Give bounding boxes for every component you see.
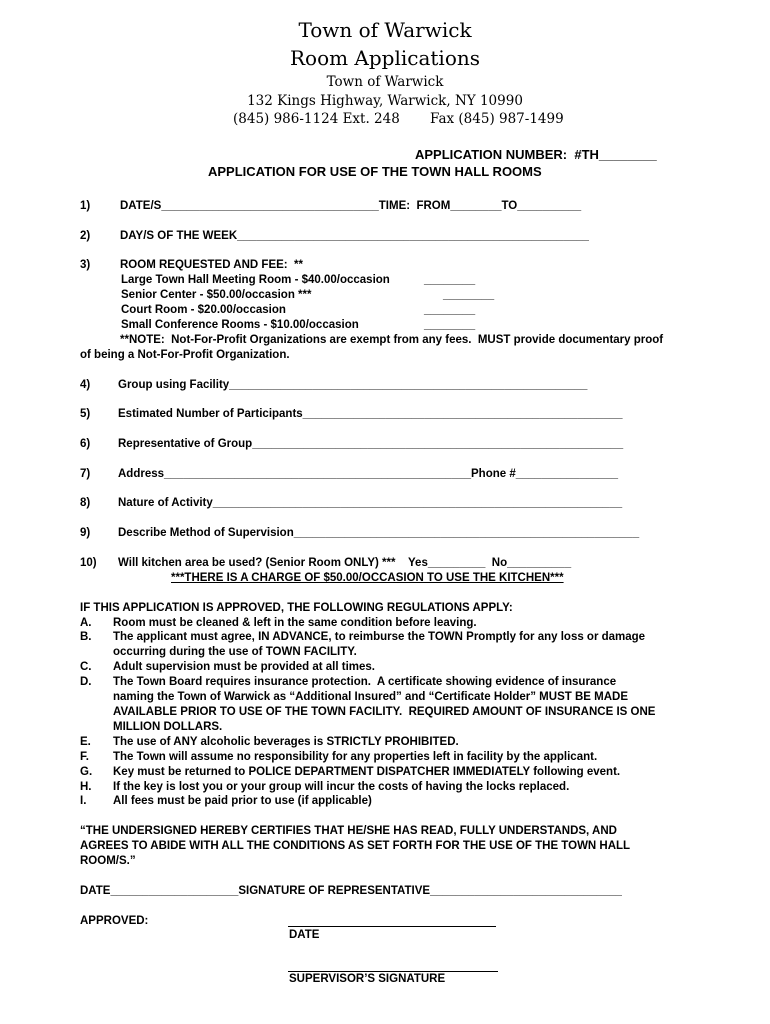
regulation-letter: A. [80,617,92,629]
room-option-blank[interactable]: ________ [424,319,476,331]
group-field[interactable]: Group using Facility________________________________________________________ [118,379,588,391]
application-number: APPLICATION NUMBER: #TH________ [415,147,657,162]
regulation-letter: C. [80,661,92,673]
regulation-text: All fees must be paid prior to use (if applicable) [113,795,372,807]
regulation-text: The applicant must agree, IN ADVANCE, to reimburse the TOWN Promptly for any loss or damage [113,631,646,643]
regulation-text: MILLION DOLLARS. [113,721,223,733]
days-of-week-field[interactable]: DAY/S OF THE WEEK_______________________________________________________ [120,230,589,242]
item-number: 6) [80,438,91,450]
room-fee-heading: ROOM REQUESTED AND FEE: ** [120,259,303,271]
item-number: 10) [80,557,97,569]
regulation-text: Key must be returned to POLICE DEPARTMENT DISPATCHER IMMEDIATELY following event. [113,766,621,778]
room-option-label: Court Room - $20.00/occasion [121,304,286,316]
regulation-letter: H. [80,781,92,793]
item-number: 7) [80,468,91,480]
regulation-text: The use of ANY alcoholic beverages is STRICTLY PROHIBITED. [113,736,459,748]
regulation-letter: D. [80,676,92,688]
regulation-text: naming the Town of Warwick as “Additional Insured” and “Certificate Holder” MUST BE MADE [113,691,628,703]
regulation-text: occurring during the use of TOWN FACILITY. [113,646,357,658]
address-phone-field[interactable]: Address________________________________________________Phone #________________ [118,468,619,480]
supervisor-signature-label: SUPERVISOR’S SIGNATURE [289,973,446,985]
room-option-blank[interactable]: ________ [424,304,476,316]
fax-number: Fax (845) 987-1499 [430,111,564,127]
item-number: 8) [80,497,91,509]
item-number: 9) [80,527,91,539]
activity-field[interactable]: Nature of Activity________________________________________________________________ [118,497,623,509]
regulation-text: AVAILABLE PRIOR TO USE OF THE TOWN FACILITY. REQUIRED AMOUNT OF INSURANCE IS ONE [113,706,656,718]
kitchen-field[interactable]: Will kitchen area be used? (Senior Room ONLY) *** Yes_________ No__________ [118,557,572,569]
regulation-letter: I. [80,795,87,807]
regulation-letter: B. [80,631,92,643]
approved-label: APPROVED: [80,915,149,927]
regulation-text: The Town will assume no responsibility for any properties left in facility by the applicant. [113,751,598,763]
document-subtitle: Room Applications [289,46,481,70]
regulation-text: If the key is lost you or your group will incur the costs of having the locks replaced. [113,781,570,793]
regulation-text: Adult supervision must be provided at all times. [113,661,375,673]
organization-name: Town of Warwick [326,74,444,90]
nonprofit-note: **NOTE: Not-For-Profit Organizations are exempt from any fees. MUST provide documentary proof [120,334,664,346]
phone-number: (845) 986-1124 Ext. 248 [233,111,400,127]
approval-date-line[interactable] [288,926,496,927]
room-option-label: Senior Center - $50.00/occasion *** [121,289,312,301]
room-option-label: Small Conference Rooms - $10.00/occasion [121,319,359,331]
certification-text: ROOM/S.” [80,855,136,867]
document-title: Town of Warwick [298,18,472,42]
item-number: 1) [80,200,91,212]
representative-field[interactable]: Representative of Group__________________________________________________________ [118,438,624,450]
regulations-heading: IF THIS APPLICATION IS APPROVED, THE FOLLOWING REGULATIONS APPLY: [80,602,513,614]
item-number: 3) [80,259,91,271]
approval-date-label: DATE [289,929,320,941]
room-option-blank[interactable]: ________ [424,274,476,286]
date-signature-field[interactable]: DATE____________________SIGNATURE OF REPRESENTATIVE______________________________ [80,885,622,897]
item-number: 4) [80,379,91,391]
form-title: APPLICATION FOR USE OF THE TOWN HALL ROOMS [208,164,542,179]
certification-text: “THE UNDERSIGNED HEREBY CERTIFIES THAT HE/SHE HAS READ, FULLY UNDERSTANDS, AND [80,825,617,837]
item-number: 5) [80,408,91,420]
nonprofit-note-continued: of being a Not-For-Profit Organization. [80,349,290,361]
date-time-field[interactable]: DATE/S__________________________________TIME: FROM________TO__________ [120,200,582,212]
regulation-letter: G. [80,766,93,778]
regulation-letter: F. [80,751,89,763]
supervisor-signature-line[interactable] [288,971,498,972]
kitchen-charge-notice: ***THERE IS A CHARGE OF $50.00/OCCASION TO USE THE KITCHEN*** [171,572,564,584]
room-option-blank[interactable]: ________ [443,289,495,301]
room-option-label: Large Town Hall Meeting Room - $40.00/occasion [121,274,390,286]
regulation-letter: E. [80,736,91,748]
street-address: 132 Kings Highway, Warwick, NY 10990 [247,93,523,109]
regulation-text: Room must be cleaned & left in the same condition before leaving. [113,617,477,629]
supervision-field[interactable]: Describe Method of Supervision______________________________________________________ [118,527,640,539]
participants-field[interactable]: Estimated Number of Participants__________________________________________________ [118,408,623,420]
certification-text: AGREES TO ABIDE WITH ALL THE CONDITIONS AS SET FORTH FOR THE USE OF THE TOWN HALL [80,840,631,852]
regulation-text: The Town Board requires insurance protection. A certificate showing evidence of insurance [113,676,617,688]
item-number: 2) [80,230,91,242]
